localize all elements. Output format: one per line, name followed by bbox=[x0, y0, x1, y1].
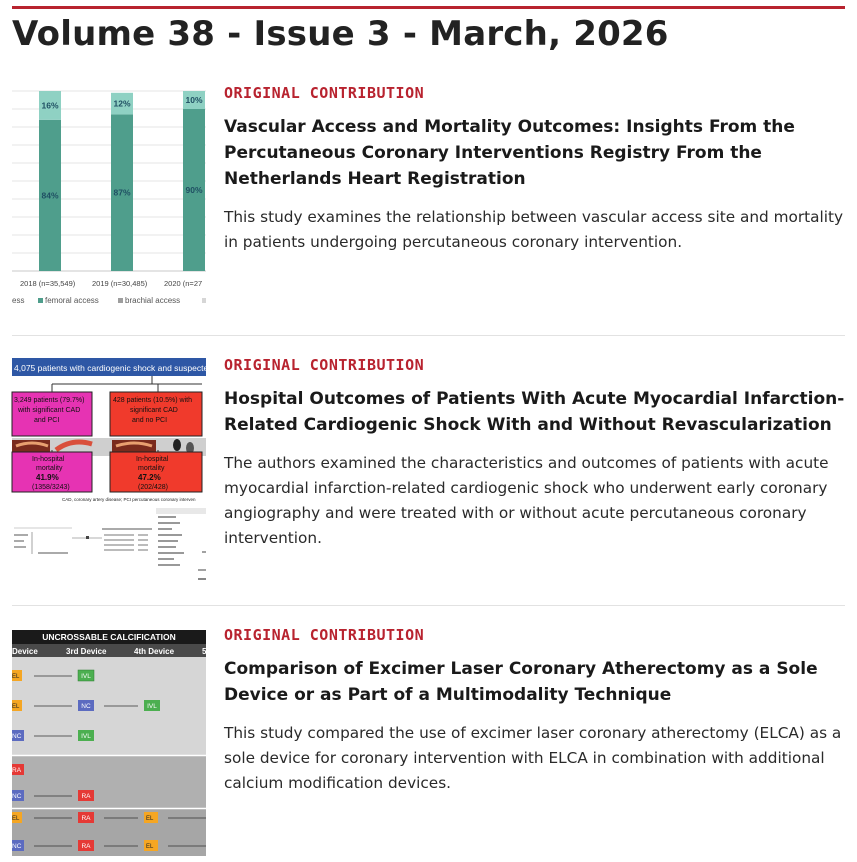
column-header: Device bbox=[12, 647, 38, 656]
device-tag-ra: RA bbox=[81, 815, 91, 822]
device-tag-ivl: IVL bbox=[147, 703, 157, 710]
issue-title: Volume 38 - Issue 3 - March, 2026 bbox=[12, 14, 669, 54]
bar-data-label: 12% bbox=[113, 98, 131, 109]
x-tick-label: 2019 (n=30,485) bbox=[92, 279, 148, 288]
article-category[interactable]: ORIGINAL CONTRIBUTION bbox=[224, 84, 425, 102]
article-content bbox=[224, 84, 845, 255]
legend-label: ess bbox=[12, 296, 25, 305]
article-card bbox=[12, 626, 845, 856]
device-flow-figure bbox=[12, 630, 206, 856]
pci-box-line: 3,249 patients (79.7%) bbox=[14, 397, 85, 404]
article-thumbnail[interactable] bbox=[12, 84, 206, 310]
pci-box-line: and PCI bbox=[34, 417, 60, 424]
legend-label: brachial access bbox=[125, 296, 181, 305]
x-tick-label: 2020 (n=27 bbox=[164, 279, 203, 288]
article-summary: This study compared the use of excimer laser coronary atherectomy (ELCA) as a sole device for coronary intervention with ELCA in combination with additional calcium modification devices. bbox=[224, 724, 842, 792]
device-tag-elca: EL bbox=[146, 844, 154, 850]
article-card bbox=[12, 356, 845, 586]
device-tag-ivl: IVL bbox=[81, 673, 91, 680]
column-header: 5 bbox=[202, 647, 207, 656]
article-card bbox=[12, 84, 845, 314]
article-content bbox=[224, 356, 845, 551]
pci-mortality-value: 41.9% bbox=[36, 473, 59, 482]
article-title-link[interactable]: Comparison of Excimer Laser Coronary Atherectomy as a Sole Device or as Part of a Multimodality Technique bbox=[224, 659, 818, 705]
article-thumbnail[interactable] bbox=[12, 630, 206, 856]
flowchart-header-text: 4,075 patients with cardiogenic shock and suspected ac bbox=[14, 363, 225, 373]
variable-list bbox=[156, 508, 206, 580]
pill-icon bbox=[173, 439, 181, 451]
legend-swatch bbox=[202, 298, 206, 303]
article-divider bbox=[12, 605, 845, 606]
bar-data-label: 84% bbox=[41, 190, 59, 201]
figure-banner: UNCROSSABLE CALCIFICATION bbox=[42, 632, 176, 642]
bar-data-label: 10% bbox=[185, 95, 203, 105]
x-tick-label: 2018 (n=35,549) bbox=[20, 279, 76, 288]
no-pci-box-line: significant CAD bbox=[130, 407, 178, 414]
bar-data-label: 87% bbox=[113, 187, 131, 198]
flowchart-footnote: CAD, coronary artery disease; PCI percutaneous coronary interven bbox=[62, 497, 196, 502]
device-tag-ra: RA bbox=[12, 767, 22, 774]
device-tag-nc: NC bbox=[12, 733, 22, 740]
no-pci-outcome-line: (202/428) bbox=[138, 484, 168, 491]
no-pci-mortality-value: 47.2% bbox=[138, 473, 161, 482]
device-tag-elca: EL bbox=[146, 816, 154, 822]
bar-data-label: 90% bbox=[185, 185, 203, 195]
column-header: 3rd Device bbox=[66, 647, 107, 656]
article-summary: The authors examined the characteristics and outcomes of patients with acute myocardial infarction-related cardiogenic shock who underwent early coronary angiography and were treated with or without acute percutaneous coronary intervention. bbox=[224, 454, 829, 547]
no-pci-box-line: and no PCI bbox=[132, 417, 168, 424]
article-title-link[interactable]: Hospital Outcomes of Patients With Acute Myocardial Infarction-Related Cardiogenic Shock With and Without Revascularization bbox=[224, 389, 845, 435]
access-bar-chart bbox=[12, 84, 206, 310]
device-tag-elca: EL bbox=[12, 674, 20, 680]
article-content bbox=[224, 626, 845, 796]
device-tag-ra: RA bbox=[81, 843, 91, 850]
flowchart-figure bbox=[12, 356, 225, 582]
article-category[interactable]: ORIGINAL CONTRIBUTION bbox=[224, 626, 425, 644]
device-tag-elca: EL bbox=[12, 816, 20, 822]
pci-box-line: with significant CAD bbox=[18, 407, 81, 414]
pci-outcome-line: In-hospital bbox=[32, 456, 65, 463]
legend-swatch bbox=[118, 298, 123, 303]
top-accent-bar bbox=[12, 6, 845, 9]
legend-swatch bbox=[38, 298, 43, 303]
article-divider bbox=[12, 335, 845, 336]
no-pci-outcome-line: mortality bbox=[138, 465, 165, 472]
device-tag-elca: EL bbox=[12, 704, 20, 710]
legend-label: femoral access bbox=[45, 296, 99, 305]
article-title-link[interactable]: Vascular Access and Mortality Outcomes: Insights From the Percutaneous Coronary Interventions Registry From the Netherlands Heart Registration bbox=[224, 117, 795, 189]
device-tag-nc: NC bbox=[12, 793, 22, 800]
column-header: 4th Device bbox=[134, 647, 175, 656]
article-thumbnail[interactable] bbox=[12, 356, 225, 582]
device-tag-nc: NC bbox=[12, 843, 22, 850]
device-tag-nc: NC bbox=[81, 703, 91, 710]
pci-outcome-line: mortality bbox=[36, 465, 63, 472]
device-tag-ivl: IVL bbox=[81, 733, 91, 740]
no-pci-box-line: 428 patients (10.5%) with bbox=[113, 397, 192, 404]
article-category[interactable]: ORIGINAL CONTRIBUTION bbox=[224, 356, 425, 374]
forest-plot-table bbox=[102, 528, 152, 551]
device-tag-ra: RA bbox=[81, 793, 91, 800]
article-summary: This study examines the relationship between vascular access site and mortality in patients undergoing percutaneous coronary intervention. bbox=[224, 208, 844, 251]
bar-data-label: 16% bbox=[41, 100, 59, 111]
forest-plot-left bbox=[14, 528, 102, 554]
no-pci-outcome-line: In-hospital bbox=[136, 456, 169, 463]
pci-outcome-line: (1358/3243) bbox=[32, 484, 70, 491]
